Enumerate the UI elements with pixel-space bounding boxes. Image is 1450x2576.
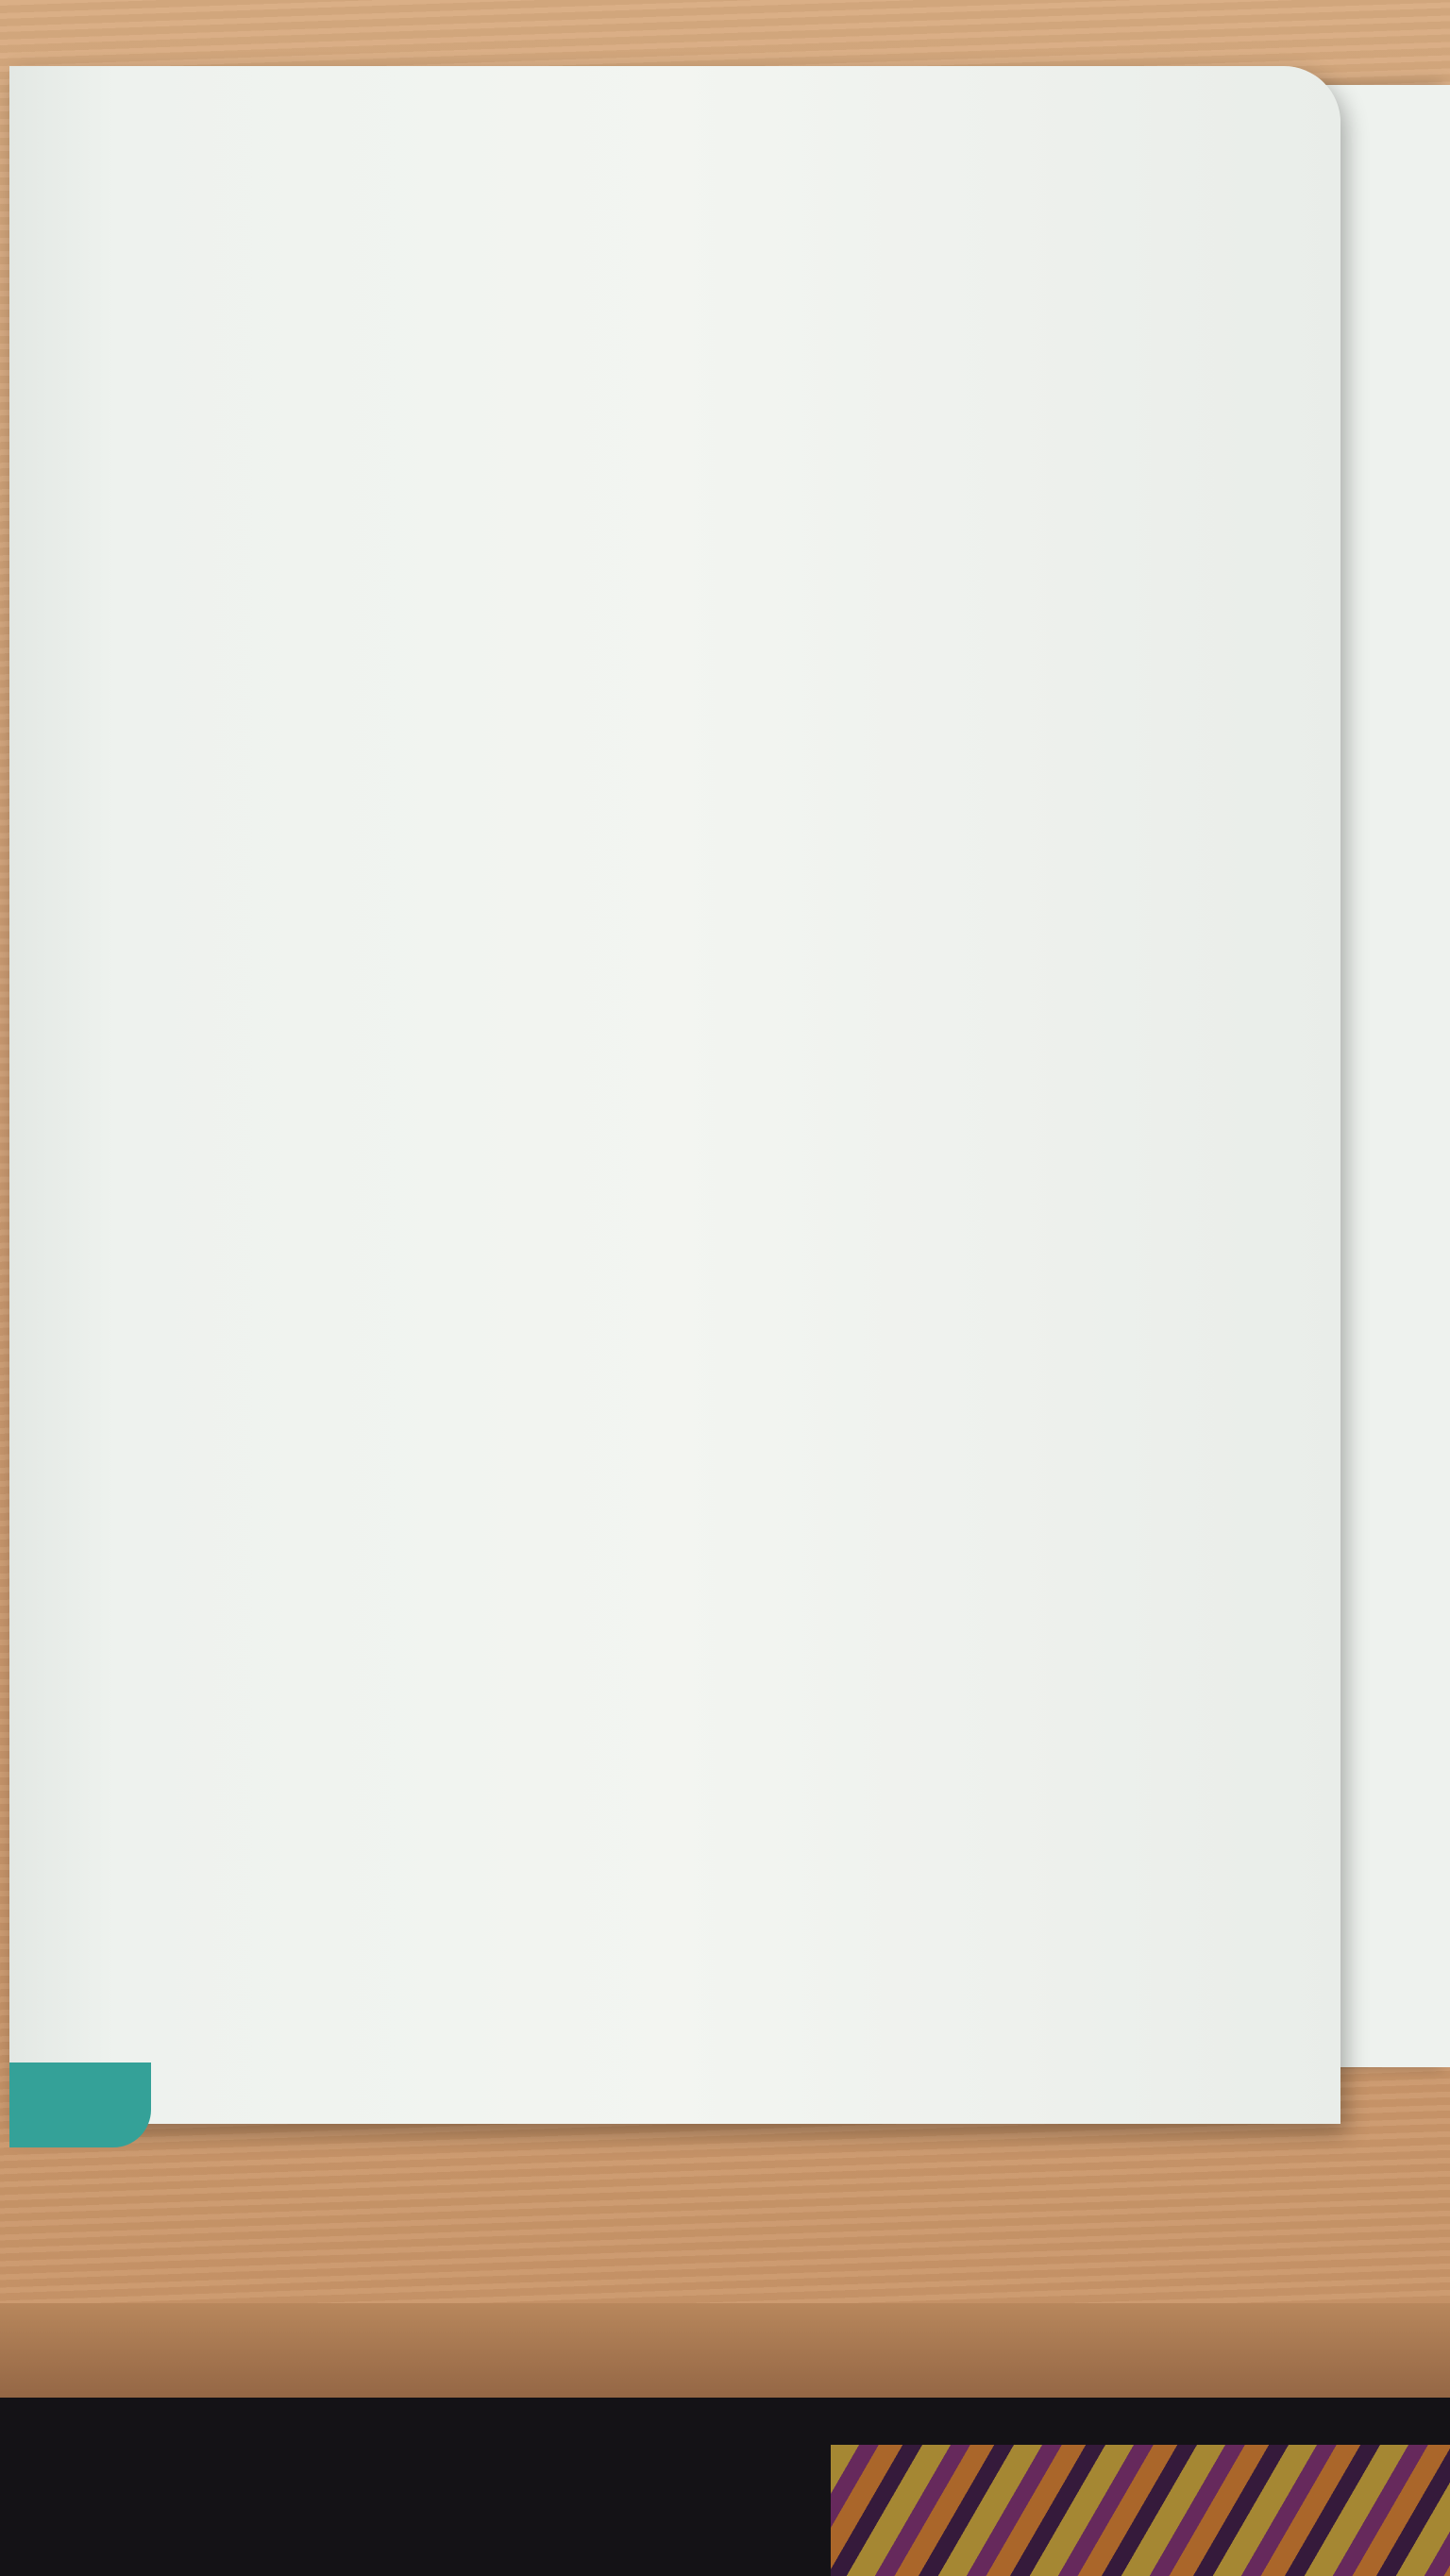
- rug: [831, 2445, 1450, 2576]
- contents-page: [9, 66, 1340, 2124]
- page-number-tab: [9, 2062, 151, 2147]
- next-page: [1322, 85, 1450, 2067]
